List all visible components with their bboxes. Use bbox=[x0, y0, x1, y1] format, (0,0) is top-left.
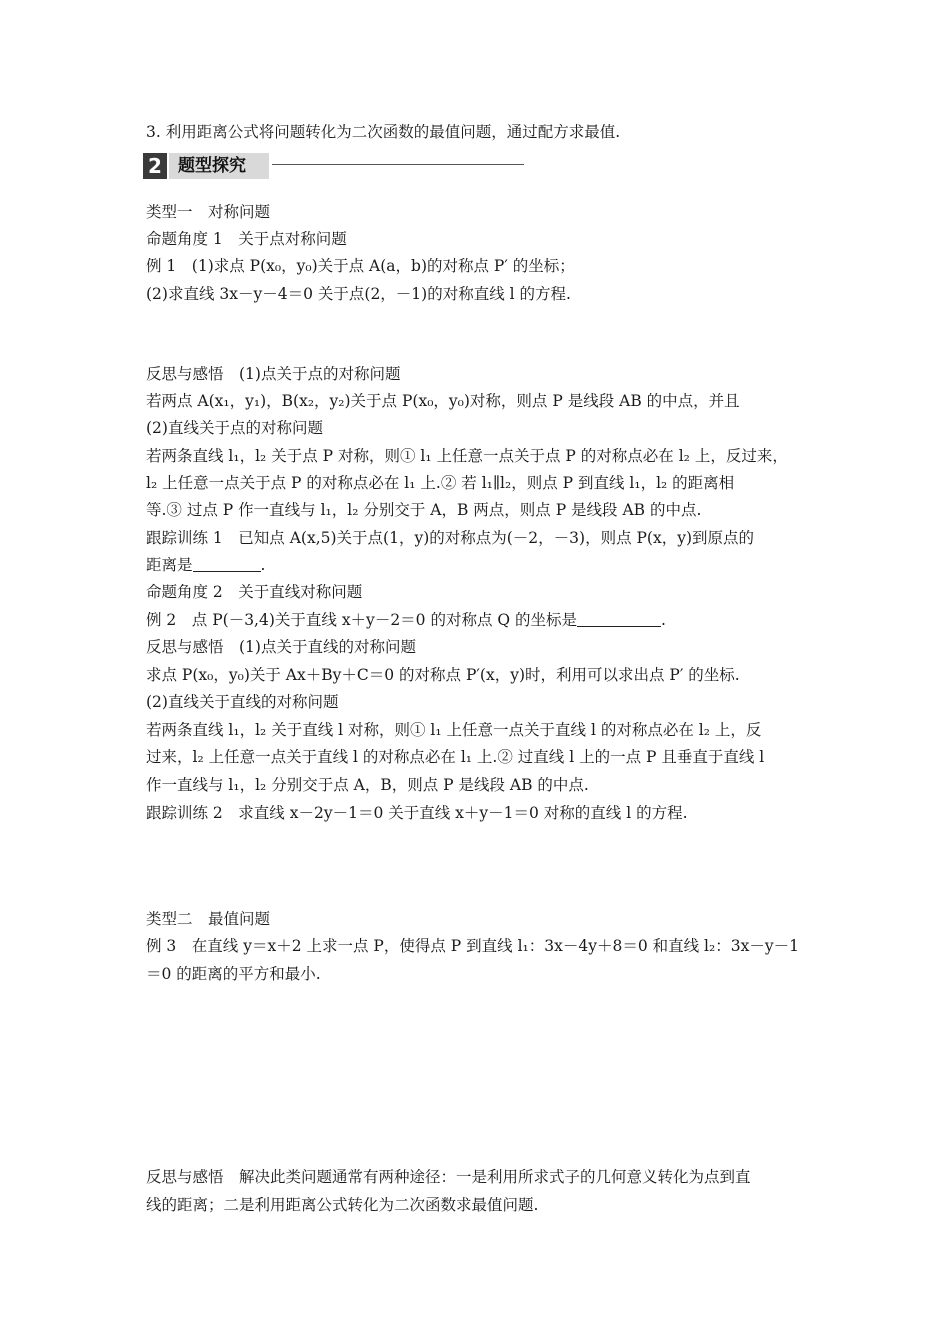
angle-two-heading: 命题角度 2 关于直线对称问题 bbox=[146, 583, 363, 601]
tracking-1-line-1: 跟踪训练 1 已知点 A(x,5)关于点(1，y)的对称点为(－2，－3)，则点 P(x，y)到原点的 bbox=[146, 529, 755, 547]
tracking-1-line-2 bbox=[146, 555, 265, 575]
example-2 bbox=[146, 610, 666, 630]
example-1-part-1: 例 1 (1)求点 P(x₀，y₀)关于点 A(a，b)的对称点 P′ 的坐标； bbox=[146, 257, 575, 275]
reflection-3-line-1: 反思与感悟 解决此类问题通常有两种途径：一是利用所求式子的几何意义转化为点到直 bbox=[146, 1168, 751, 1186]
example-2-text: 例 2 点 P(－3,4)关于直线 x＋y－2＝0 的对称点 Q 的坐标是 bbox=[146, 611, 578, 629]
example-1-part-2: (2)求直线 3x－y－4＝0 关于点(2，－1)的对称直线 l 的方程. bbox=[146, 285, 571, 303]
reflection-1-line-5: l₂ 上任意一点关于点 P 的对称点必在 l₁ 上.② 若 l₁∥l₂，则点 P 到直线 l₁，l₂ 的距离相 bbox=[146, 474, 735, 492]
reflection-2-line-5: 过来，l₂ 上任意一点关于直线 l 的对称点必在 l₁ 上.② 过直线 l 上的一点 P 且垂直于直线 l bbox=[146, 748, 765, 766]
section-rule bbox=[272, 164, 524, 165]
tracking-2: 跟踪训练 2 求直线 x－2y－1＝0 关于直线 x＋y－1＝0 对称的直线 l 的方程. bbox=[146, 804, 688, 822]
reflection-2-title: 反思与感悟 (1)点关于直线的对称问题 bbox=[146, 638, 416, 656]
reflection-1-line-4: 若两条直线 l₁，l₂ 关于点 P 对称，则① l₁ 上任意一点关于点 P 的对称点必在 l₂ 上，反过来， bbox=[146, 447, 788, 465]
answer-blank bbox=[193, 557, 261, 572]
reflection-1-line-3: (2)直线关于点的对称问题 bbox=[146, 419, 323, 437]
reflection-1-line-2: 若两点 A(x₁，y₁)，B(x₂，y₂)关于点 P(x₀，y₀)对称，则点 P 是线段 AB 的中点，并且 bbox=[146, 392, 740, 410]
example-2-period: . bbox=[661, 611, 666, 629]
tracking-1-period: . bbox=[260, 556, 266, 574]
reflection-2-line-4: 若两条直线 l₁，l₂ 关于直线 l 对称，则① l₁ 上任意一点关于直线 l 的对称点必在 l₂ 上，反 bbox=[146, 721, 762, 739]
example-3-line-2: ＝0 的距离的平方和最小. bbox=[146, 965, 321, 983]
reflection-3-line-2: 线的距离；二是利用距离公式转化为二次函数求最值问题. bbox=[146, 1196, 539, 1214]
tracking-1-text: 距离是 bbox=[146, 556, 193, 574]
answer-blank bbox=[577, 612, 661, 627]
reflection-2-line-3: (2)直线关于直线的对称问题 bbox=[146, 693, 339, 711]
example-3-line-1: 例 3 在直线 y＝x＋2 上求一点 P，使得点 P 到直线 l₁：3x－4y＋8＝0 和直线 l₂：3x－y－1 bbox=[146, 937, 799, 955]
reflection-1-line-6: 等.③ 过点 P 作一直线与 l₁，l₂ 分别交于 A，B 两点，则点 P 是线段 AB 的中点. bbox=[146, 501, 702, 519]
type-one-heading: 类型一 对称问题 bbox=[146, 203, 271, 221]
section-title: 题型探究 bbox=[178, 156, 246, 176]
type-two-heading: 类型二 最值问题 bbox=[146, 910, 271, 928]
section-number-badge: 2 bbox=[143, 153, 167, 179]
reflection-2-line-6: 作一直线与 l₁，l₂ 分别交于点 A，B，则点 P 是线段 AB 的中点. bbox=[146, 776, 589, 794]
reflection-2-line-2: 求点 P(x₀，y₀)关于 Ax＋By＋C＝0 的对称点 P′(x，y)时，利用可以求出点 P′ 的坐标. bbox=[146, 666, 740, 684]
angle-one-heading: 命题角度 1 关于点对称问题 bbox=[146, 230, 347, 248]
reflection-1-title: 反思与感悟 (1)点关于点的对称问题 bbox=[146, 365, 401, 383]
intro-line: 3. 利用距离公式将问题转化为二次函数的最值问题，通过配方求最值. bbox=[146, 123, 621, 141]
